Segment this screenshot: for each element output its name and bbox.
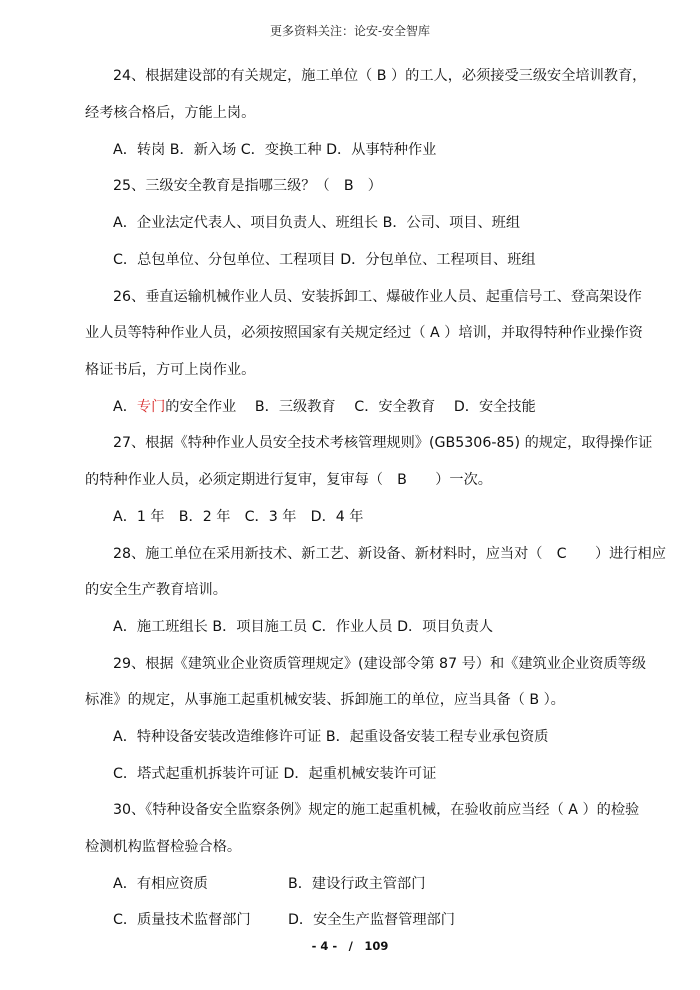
question-26-options <box>113 397 536 417</box>
question-26-option-a-prefix: A． <box>113 399 137 415</box>
question-30-option-b: B．建设行政主管部门 <box>288 876 426 892</box>
question-24-options: A．转岗 B．新入场 C．变换工种 D．从事特种作业 <box>113 142 437 158</box>
question-27-line-2: 的特种作业人员，必须定期进行复审，复审每（ B ）一次。 <box>85 472 492 488</box>
question-30-option-d: D．安全生产监督管理部门 <box>288 912 455 928</box>
question-27-options: A．1 年 B．2 年 C．3 年 D．4 年 <box>113 509 364 525</box>
question-30-line-1: 30、《特种设备安全监察条例》规定的施工起重机械，在验收前应当经（ A ）的检验 <box>113 802 640 818</box>
question-27-line-1: 27、根据《特种作业人员安全技术考核管理规则》(GB5306-85) 的规定，取得操作证 <box>113 435 653 451</box>
question-26-highlighted-answer: 专门 <box>136 399 166 415</box>
question-29-line-2: 标准》的规定，从事施工起重机械安装、拆卸施工的单位，应当具备（ B ）。 <box>85 692 565 708</box>
question-26-line-1: 26、垂直运输机械作业人员、安装拆卸工、爆破作业人员、起重信号工、登高架设作 <box>113 289 642 305</box>
page-number: - 4 - / 109 <box>311 939 389 953</box>
question-28-options: A．施工班组长 B．项目施工员 C．作业人员 D．项目负责人 <box>113 619 494 635</box>
question-24-line-1: 24、根据建设部的有关规定，施工单位（ B ）的工人，必须接受三级安全培训教育， <box>113 68 647 84</box>
question-29-options-1: A．特种设备安装改造维修许可证 B．起重设备安装工程专业承包资质 <box>113 729 549 745</box>
question-25-options-2: C．总包单位、分包单位、工程项目 D．分包单位、工程项目、班组 <box>113 252 536 268</box>
question-30-option-c: C．质量技术监督部门 <box>113 912 251 928</box>
question-26-line-2: 业人员等特种作业人员，必须按照国家有关规定经过（ A ）培训，并取得特种作业操作资 <box>85 325 643 341</box>
question-25-line-1: 25、三级安全教育是指哪三级？（ B ） <box>113 178 382 194</box>
question-28-line-1: 28、施工单位在采用新技术、新工艺、新设备、新材料时，应当对（ C ）进行相应 <box>113 546 666 562</box>
question-26-line-3: 格证书后，方可上岗作业。 <box>85 362 256 378</box>
question-30-options-row-2 <box>113 910 455 930</box>
question-24-line-2: 经考核合格后，方能上岗。 <box>85 105 256 121</box>
question-30-option-a: A．有相应资质 <box>113 876 208 892</box>
question-28-line-2: 的安全生产教育培训。 <box>85 582 227 598</box>
page-header: 更多资料关注：论安-安全智库 <box>269 24 431 38</box>
question-29-options-2: C．塔式起重机拆装许可证 D．起重机械安装许可证 <box>113 766 437 782</box>
question-26-options-rest: 的安全作业 B．三级教育 C．安全教育 D．安全技能 <box>165 399 536 415</box>
question-25-options-1: A．企业法定代表人、项目负责人、班组长 B．公司、项目、班组 <box>113 215 521 231</box>
question-30-line-2: 检测机构监督检验合格。 <box>85 839 242 855</box>
question-29-line-1: 29、根据《建筑业企业资质管理规定》(建设部令第 87 号）和《建筑业企业资质等级 <box>113 656 647 672</box>
question-30-options-row-1 <box>113 874 426 894</box>
